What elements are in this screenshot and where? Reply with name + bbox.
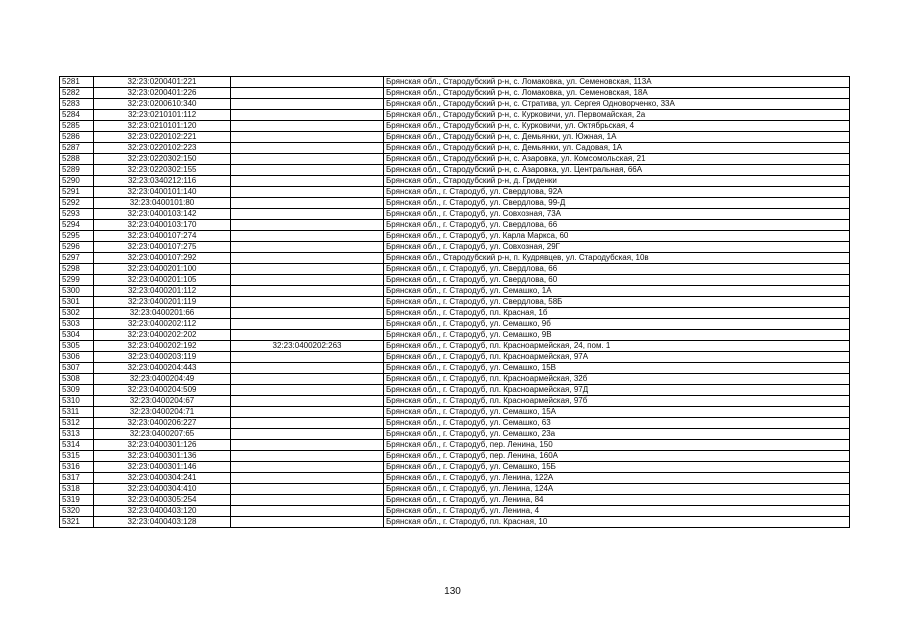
- related-cadastral-number-cell: [231, 429, 384, 440]
- cadastral-number-cell: 32:23:0400201:100: [94, 264, 231, 275]
- address-cell: Брянская обл., г. Стародуб, пер. Ленина, 160А: [384, 451, 850, 462]
- related-cadastral-number-cell: [231, 484, 384, 495]
- cadastral-number-cell: 32:23:0400202:192: [94, 341, 231, 352]
- row-number-cell: 5296: [60, 242, 94, 253]
- cadastral-number-cell: 32:23:0400107:275: [94, 242, 231, 253]
- row-number-cell: 5285: [60, 121, 94, 132]
- row-number-cell: 5307: [60, 363, 94, 374]
- related-cadastral-number-cell: [231, 231, 384, 242]
- address-cell: Брянская обл., Стародубский р-н, п. Кудрявцев, ул. Стародубская, 10в: [384, 253, 850, 264]
- row-number-cell: 5314: [60, 440, 94, 451]
- address-cell: Брянская обл., г. Стародуб, ул. Карла Маркса, 60: [384, 231, 850, 242]
- address-cell: Брянская обл., г. Стародуб, ул. Свердлова, 58Б: [384, 297, 850, 308]
- table-row: [60, 484, 850, 495]
- row-number-cell: 5305: [60, 341, 94, 352]
- table-row: [60, 231, 850, 242]
- address-cell: Брянская обл., г. Стародуб, ул. Семашко, 15Б: [384, 462, 850, 473]
- address-cell: Брянская обл., г. Стародуб, ул. Семашко, 1А: [384, 286, 850, 297]
- row-number-cell: 5312: [60, 418, 94, 429]
- related-cadastral-number-cell: [231, 352, 384, 363]
- address-cell: Брянская обл., г. Стародуб, ул. Семашко, 63: [384, 418, 850, 429]
- cadastral-number-cell: 32:23:0400301:136: [94, 451, 231, 462]
- table-row: [60, 132, 850, 143]
- row-number-cell: 5295: [60, 231, 94, 242]
- related-cadastral-number-cell: [231, 297, 384, 308]
- row-number-cell: 5310: [60, 396, 94, 407]
- table-row: [60, 495, 850, 506]
- cadastral-number-cell: 32:23:0220302:155: [94, 165, 231, 176]
- related-cadastral-number-cell: [231, 308, 384, 319]
- address-cell: Брянская обл., г. Стародуб, пер. Ленина, 150: [384, 440, 850, 451]
- related-cadastral-number-cell: [231, 132, 384, 143]
- address-cell: Брянская обл., г. Стародуб, ул. Семашко, 9В: [384, 330, 850, 341]
- row-number-cell: 5297: [60, 253, 94, 264]
- table-row: [60, 99, 850, 110]
- address-cell: Брянская обл., г. Стародуб, пл. Красноармейская, 24, пом. 1: [384, 341, 850, 352]
- table-row: [60, 143, 850, 154]
- table-row: [60, 363, 850, 374]
- cadastral-number-cell: 32:23:0400204:71: [94, 407, 231, 418]
- cadastral-number-cell: 32:23:0400107:292: [94, 253, 231, 264]
- related-cadastral-number-cell: [231, 473, 384, 484]
- related-cadastral-number-cell: [231, 374, 384, 385]
- row-number-cell: 5311: [60, 407, 94, 418]
- address-cell: Брянская обл., Стародубский р-н, с. Азаровка, ул. Центральная, 66А: [384, 165, 850, 176]
- row-number-cell: 5283: [60, 99, 94, 110]
- row-number-cell: 5284: [60, 110, 94, 121]
- related-cadastral-number-cell: [231, 88, 384, 99]
- cadastral-number-cell: 32:23:0400103:170: [94, 220, 231, 231]
- related-cadastral-number-cell: [231, 286, 384, 297]
- cadastral-number-cell: 32:23:0400202:202: [94, 330, 231, 341]
- cadastral-number-cell: 32:23:0210101:120: [94, 121, 231, 132]
- table-row: [60, 473, 850, 484]
- cadastral-number-cell: 32:23:0400207:65: [94, 429, 231, 440]
- table-row: [60, 429, 850, 440]
- row-number-cell: 5286: [60, 132, 94, 143]
- table-row: [60, 209, 850, 220]
- related-cadastral-number-cell: [231, 220, 384, 231]
- related-cadastral-number-cell: [231, 363, 384, 374]
- address-cell: Брянская обл., Стародубский р-н, с. Ломаковка, ул. Семеновская, 18А: [384, 88, 850, 99]
- table-row: [60, 242, 850, 253]
- cadastral-number-cell: 32:23:0220102:221: [94, 132, 231, 143]
- related-cadastral-number-cell: [231, 165, 384, 176]
- related-cadastral-number-cell: [231, 418, 384, 429]
- row-number-cell: 5292: [60, 198, 94, 209]
- table-row: [60, 110, 850, 121]
- table-row: [60, 253, 850, 264]
- table-row: [60, 176, 850, 187]
- table-row: [60, 506, 850, 517]
- address-cell: Брянская обл., г. Стародуб, ул. Семашко, 15А: [384, 407, 850, 418]
- address-cell: Брянская обл., г. Стародуб, ул. Ленина, 84: [384, 495, 850, 506]
- address-cell: Брянская обл., г. Стародуб, ул. Свердлова, 60: [384, 275, 850, 286]
- table-row: [60, 352, 850, 363]
- table-row: [60, 275, 850, 286]
- cadastral-number-cell: 32:23:0200401:226: [94, 88, 231, 99]
- related-cadastral-number-cell: [231, 396, 384, 407]
- cadastral-number-cell: 32:23:0400206:227: [94, 418, 231, 429]
- address-cell: Брянская обл., г. Стародуб, пл. Красноармейская, 97А: [384, 352, 850, 363]
- table-row: [60, 440, 850, 451]
- address-cell: Брянская обл., Стародубский р-н, с. Демьянки, ул. Южная, 1А: [384, 132, 850, 143]
- address-cell: Брянская обл., Стародубский р-н, с. Азаровка, ул. Комсомольская, 21: [384, 154, 850, 165]
- row-number-cell: 5313: [60, 429, 94, 440]
- cadastral-number-cell: 32:23:0400204:443: [94, 363, 231, 374]
- table-row: [60, 88, 850, 99]
- related-cadastral-number-cell: [231, 99, 384, 110]
- row-number-cell: 5317: [60, 473, 94, 484]
- cadastral-number-cell: 32:23:0400301:146: [94, 462, 231, 473]
- address-cell: Брянская обл., Стародубский р-н, с. Курковичи, ул. Октябрьская, 4: [384, 121, 850, 132]
- table-row: [60, 297, 850, 308]
- address-cell: Брянская обл., г. Стародуб, ул. Ленина, 4: [384, 506, 850, 517]
- cadastral-number-cell: 32:23:0340212:116: [94, 176, 231, 187]
- cadastral-number-cell: 32:23:0400103:142: [94, 209, 231, 220]
- related-cadastral-number-cell: [231, 407, 384, 418]
- cadastral-number-cell: 32:23:0400107:274: [94, 231, 231, 242]
- table-row: [60, 198, 850, 209]
- cadastral-number-cell: 32:23:0400204:509: [94, 385, 231, 396]
- row-number-cell: 5299: [60, 275, 94, 286]
- cadastral-number-cell: 32:23:0400201:112: [94, 286, 231, 297]
- row-number-cell: 5300: [60, 286, 94, 297]
- table-row: [60, 396, 850, 407]
- address-cell: Брянская обл., г. Стародуб, ул. Совхозная, 73А: [384, 209, 850, 220]
- registry-table-body: [60, 77, 850, 528]
- table-row: [60, 286, 850, 297]
- related-cadastral-number-cell: [231, 154, 384, 165]
- cadastral-number-cell: 32:23:0210101:112: [94, 110, 231, 121]
- table-row: [60, 374, 850, 385]
- related-cadastral-number-cell: [231, 209, 384, 220]
- table-row: [60, 330, 850, 341]
- related-cadastral-number-cell: [231, 77, 384, 88]
- table-row: [60, 264, 850, 275]
- cadastral-number-cell: 32:23:0400201:105: [94, 275, 231, 286]
- address-cell: Брянская обл., г. Стародуб, ул. Свердлова, 66: [384, 220, 850, 231]
- address-cell: Брянская обл., г. Стародуб, пл. Красная, 1б: [384, 308, 850, 319]
- cadastral-number-cell: 32:23:0220302:150: [94, 154, 231, 165]
- related-cadastral-number-cell: [231, 319, 384, 330]
- row-number-cell: 5298: [60, 264, 94, 275]
- row-number-cell: 5282: [60, 88, 94, 99]
- related-cadastral-number-cell: [231, 176, 384, 187]
- related-cadastral-number-cell: [231, 264, 384, 275]
- table-row: [60, 319, 850, 330]
- related-cadastral-number-cell: [231, 451, 384, 462]
- table-row: [60, 308, 850, 319]
- row-number-cell: 5303: [60, 319, 94, 330]
- cadastral-number-cell: 32:23:0400101:140: [94, 187, 231, 198]
- related-cadastral-number-cell: [231, 517, 384, 528]
- row-number-cell: 5316: [60, 462, 94, 473]
- cadastral-number-cell: 32:23:0200401:221: [94, 77, 231, 88]
- address-cell: Брянская обл., г. Стародуб, пл. Красноармейская, 97б: [384, 396, 850, 407]
- cadastral-number-cell: 32:23:0400201:66: [94, 308, 231, 319]
- table-row: [60, 462, 850, 473]
- related-cadastral-number-cell: [231, 121, 384, 132]
- related-cadastral-number-cell: [231, 242, 384, 253]
- table-row: [60, 407, 850, 418]
- table-row: [60, 451, 850, 462]
- row-number-cell: 5309: [60, 385, 94, 396]
- address-cell: Брянская обл., г. Стародуб, пл. Красноармейская, 97Д: [384, 385, 850, 396]
- row-number-cell: 5291: [60, 187, 94, 198]
- row-number-cell: 5294: [60, 220, 94, 231]
- address-cell: Брянская обл., г. Стародуб, ул. Свердлова, 66: [384, 264, 850, 275]
- related-cadastral-number-cell: [231, 506, 384, 517]
- row-number-cell: 5304: [60, 330, 94, 341]
- table-row: [60, 154, 850, 165]
- table-row: [60, 418, 850, 429]
- related-cadastral-number-cell: [231, 495, 384, 506]
- table-row: [60, 77, 850, 88]
- related-cadastral-number-cell: [231, 330, 384, 341]
- address-cell: Брянская обл., Стародубский р-н, с. Курковичи, ул. Первомайская, 2а: [384, 110, 850, 121]
- cadastral-number-cell: 32:23:0400301:126: [94, 440, 231, 451]
- cadastral-number-cell: 32:23:0400204:67: [94, 396, 231, 407]
- table-row: [60, 187, 850, 198]
- row-number-cell: 5302: [60, 308, 94, 319]
- address-cell: Брянская обл., Стародубский р-н, д. Гриденки: [384, 176, 850, 187]
- address-cell: Брянская обл., г. Стародуб, ул. Свердлова, 92А: [384, 187, 850, 198]
- related-cadastral-number-cell: [231, 110, 384, 121]
- address-cell: Брянская обл., г. Стародуб, пл. Красная, 10: [384, 517, 850, 528]
- cadastral-number-cell: 32:23:0400101:80: [94, 198, 231, 209]
- cadastral-number-cell: 32:23:0400304:241: [94, 473, 231, 484]
- table-row: [60, 165, 850, 176]
- address-cell: Брянская обл., г. Стародуб, ул. Совхозная, 29Г: [384, 242, 850, 253]
- row-number-cell: 5318: [60, 484, 94, 495]
- row-number-cell: 5308: [60, 374, 94, 385]
- page-number: 130: [444, 586, 461, 597]
- related-cadastral-number-cell: [231, 143, 384, 154]
- row-number-cell: 5306: [60, 352, 94, 363]
- row-number-cell: 5301: [60, 297, 94, 308]
- cadastral-number-cell: 32:23:0400203:119: [94, 352, 231, 363]
- address-cell: Брянская обл., г. Стародуб, ул. Семашко, 9б: [384, 319, 850, 330]
- row-number-cell: 5288: [60, 154, 94, 165]
- cadastral-number-cell: 32:23:0200610:340: [94, 99, 231, 110]
- related-cadastral-number-cell: [231, 253, 384, 264]
- table-row: [60, 385, 850, 396]
- table-row: [60, 121, 850, 132]
- cadastral-number-cell: 32:23:0400204:49: [94, 374, 231, 385]
- related-cadastral-number-cell: [231, 462, 384, 473]
- row-number-cell: 5320: [60, 506, 94, 517]
- table-row: [60, 220, 850, 231]
- address-cell: Брянская обл., Стародубский р-н, с. Стратива, ул. Сергея Одноворченко, 33А: [384, 99, 850, 110]
- related-cadastral-number-cell: [231, 385, 384, 396]
- related-cadastral-number-cell: [231, 275, 384, 286]
- table-row: [60, 517, 850, 528]
- cadastral-number-cell: 32:23:0400304:410: [94, 484, 231, 495]
- cadastral-number-cell: 32:23:0400201:119: [94, 297, 231, 308]
- related-cadastral-number-cell: [231, 187, 384, 198]
- row-number-cell: 5281: [60, 77, 94, 88]
- row-number-cell: 5315: [60, 451, 94, 462]
- address-cell: Брянская обл., г. Стародуб, ул. Семашко, 23а: [384, 429, 850, 440]
- address-cell: Брянская обл., г. Стародуб, ул. Ленина, 122А: [384, 473, 850, 484]
- cadastral-number-cell: 32:23:0400403:120: [94, 506, 231, 517]
- related-cadastral-number-cell: [231, 198, 384, 209]
- row-number-cell: 5289: [60, 165, 94, 176]
- row-number-cell: 5290: [60, 176, 94, 187]
- cadastral-number-cell: 32:23:0400202:112: [94, 319, 231, 330]
- registry-table: [59, 76, 850, 528]
- table-row: [60, 341, 850, 352]
- related-cadastral-number-cell: 32:23:0400202:263: [231, 341, 384, 352]
- address-cell: Брянская обл., Стародубский р-н, с. Ломаковка, ул. Семеновская, 113А: [384, 77, 850, 88]
- row-number-cell: 5319: [60, 495, 94, 506]
- address-cell: Брянская обл., г. Стародуб, ул. Свердлова, 99-Д: [384, 198, 850, 209]
- address-cell: Брянская обл., г. Стародуб, ул. Семашко, 15В: [384, 363, 850, 374]
- cadastral-number-cell: 32:23:0400305:254: [94, 495, 231, 506]
- row-number-cell: 5287: [60, 143, 94, 154]
- cadastral-number-cell: 32:23:0220102:223: [94, 143, 231, 154]
- address-cell: Брянская обл., г. Стародуб, пл. Красноармейская, 32б: [384, 374, 850, 385]
- address-cell: Брянская обл., г. Стародуб, ул. Ленина, 124А: [384, 484, 850, 495]
- address-cell: Брянская обл., Стародубский р-н, с. Демьянки, ул. Садовая, 1А: [384, 143, 850, 154]
- row-number-cell: 5321: [60, 517, 94, 528]
- row-number-cell: 5293: [60, 209, 94, 220]
- cadastral-number-cell: 32:23:0400403:128: [94, 517, 231, 528]
- related-cadastral-number-cell: [231, 440, 384, 451]
